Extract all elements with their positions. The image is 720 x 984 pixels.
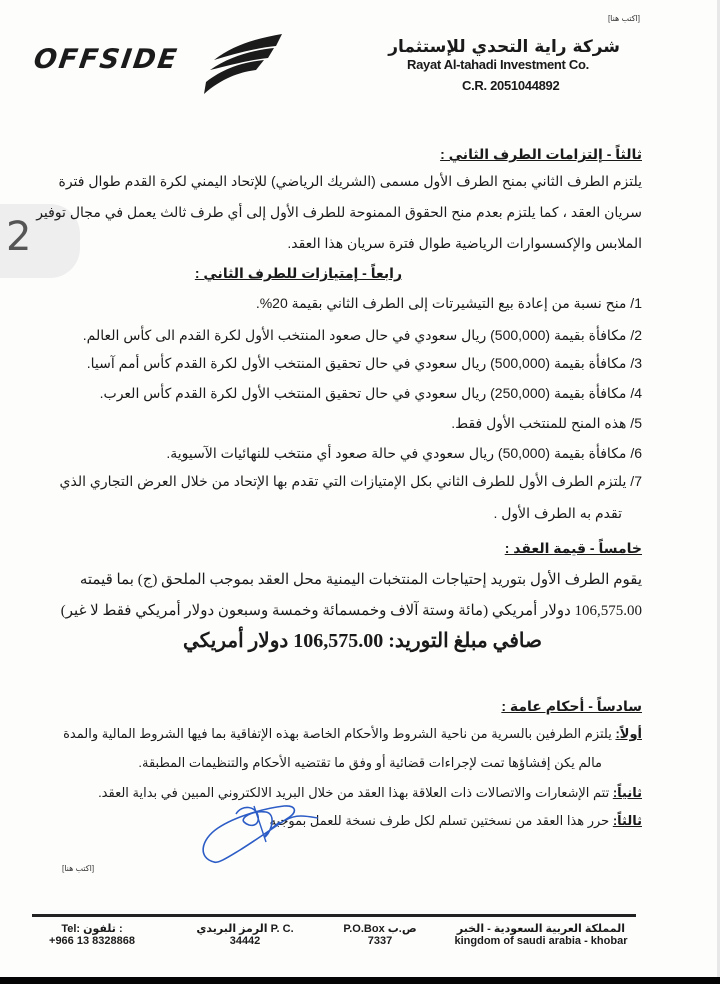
clause-text: تتم الإشعارات والاتصالات ذات العلاقة بهذا العقد من خلال البريد الالكتروني المبين في بداية العقد. [98,785,613,800]
write-here-placeholder-top: [اكتب هنا] [607,14,640,23]
clause-text: يلتزم الطرفين بالسرية من ناحية الشروط والأحكام الخاصة بهذه الإتفاقية بما فيها الشروط المالية والمدة [63,726,616,741]
logo-text: OFFSIDE [31,44,181,75]
section-3-line: الملابس والإكسسوارات الرياضية طوال فترة سريان هذا العقد. [287,235,642,251]
footer-po-box-value: 7337 [367,935,393,947]
benefit-item-4: 4/ مكافأة بقيمة (250,000) ريال سعودي في حال تحقيق المنتخب الأول لكرة القدم كأس العرب. [99,385,642,401]
footer-location [446,922,636,947]
clause-label: ثانياً: [612,785,642,800]
footer-po-box [330,922,430,947]
footer-postal-code-label: الرمز البريدي P. C. [196,923,294,935]
footer-phone-label: Tel: تلفون : [61,923,123,935]
signature-mark [196,800,336,868]
benefit-item-2: 2/ مكافأة بقيمة (500,000) ريال سعودي في حال صعود المنتخب الأول لكرة القدم الى كأس العالم. [82,327,642,343]
wing-icon [204,34,284,96]
net-supply-total: صافي مبلغ التوريد: 106,575.00 دولار أمريكي [183,630,542,652]
section-4-heading: رابعاً - إمتيازات للطرف الثاني : [194,265,402,281]
section-3-body [2,166,642,259]
clause-label: أولاً: [615,726,642,741]
benefit-item-3: 3/ مكافأة بقيمة (500,000) ريال سعودي في حال تحقيق المنتخب الأول لكرة القدم كأس أمم آسيا. [86,355,642,371]
general-clause-1 [2,726,642,742]
company-name-arabic: شركة راية التحدي للإستثمار [388,37,620,57]
section-3-heading: ثالثاً - إلتزامات الطرف الثاني : [440,146,642,162]
footer-divider [32,914,636,917]
company-name-english: Rayat Al-tahadi Investment Co. [407,57,589,72]
benefit-item-5: 5/ هذه المنح للمنتخب الأول فقط. [451,415,642,431]
bottom-black-bar [0,977,720,984]
footer-location-value: kingdom of saudi arabia - khobar [454,935,628,947]
clause-text: مالم يكن إفشاؤها تمت لإجراءات قضائية أو وفق ما تقتضيه الأحكام والتنظيمات المطبقة. [138,755,602,770]
section-5-heading: خامساً - قيمة العقد : [504,540,642,556]
benefit-item-7-continued: تقدم به الطرف الأول . [493,505,622,521]
general-clause-1-continued [2,755,602,771]
section-3-line: سريان العقد ، كما يلتزم بعدم منح الحقوق الممنوحة للطرف الأول إلى أي طرف ثالث يعمل في مجال توفير [36,204,642,220]
section-5-body [22,565,642,627]
clause-text: حرر هذا العقد من نسختين تسلم لكل طرف نسخة للعمل بموجبه [269,813,613,828]
benefit-item-6: 6/ مكافأة بقيمة (50,000) ريال سعودي في حالة صعود أي منتخب للنهائيات الآسيوية. [166,445,642,461]
page-number: 2 [6,214,32,260]
section-6-heading: سادساً - أحكام عامة : [501,698,642,714]
general-clause-2 [2,785,642,801]
offside-logo [31,34,274,94]
footer-location-label: المملكة العربية السعودية - الخبر [456,923,626,935]
clause-label: ثالثاً: [612,813,642,828]
general-clause-3 [42,813,642,829]
footer-po-box-label: P.O.Box ص.ب [343,923,417,935]
section-5-line: يقوم الطرف الأول بتوريد إحتياجات المنتخبات اليمنية محل العقد بموجب الملحق (ج) بما قيمته [79,572,642,588]
benefit-item-1: 1/ منح نسبة من إعادة بيع التيشيرتات إلى الطرف الثاني بقيمة 20%. [255,295,642,311]
section-3-line: يلتزم الطرف الثاني بمنح الطرف الأول مسمى (الشريك الرياضي) للإتحاد اليمني لكرة القدم طوال فترة [58,173,642,189]
benefit-item-7: 7/ يلتزم الطرف الأول للطرف الثاني بكل الإمتيازات التي تقدم بها الإتحاد من خلال العرض التجاري الذي [59,473,642,489]
write-here-placeholder-bottom: [اكتب هنا] [62,864,95,873]
commercial-register-number: C.R. 2051044892 [462,78,560,93]
footer-postal-code-value: 34442 [229,935,261,947]
section-5-line: 106,575.00 دولار أمريكي (مائة وستة آلاف وخمسمائة وخمسة وسبعون دولار أمريكي فقط لا غير) [60,603,642,619]
footer-postal-code [190,922,300,947]
footer-phone-value: +966 13 8328868 [49,935,135,947]
footer-phone [42,922,142,947]
